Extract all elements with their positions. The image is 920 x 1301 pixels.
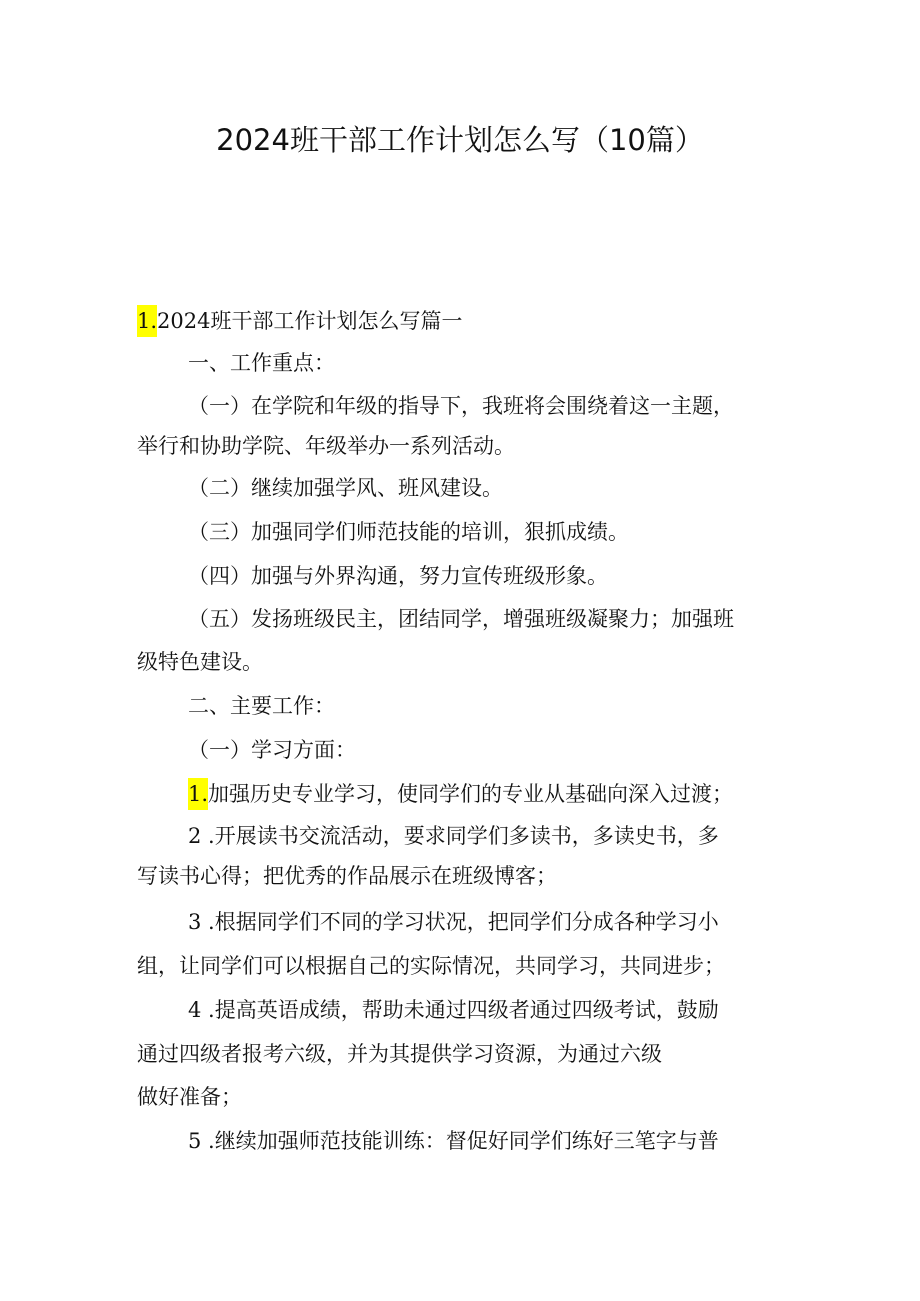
list-item-text: 继续加强师范技能训练：督促好同学们练好三笔字与普 bbox=[214, 1129, 719, 1153]
list-item-text: 开展读书交流活动，要求同学们多读书，多读史书，多 bbox=[214, 824, 719, 848]
highlighted-number: 1. bbox=[137, 305, 157, 337]
list-item bbox=[188, 780, 838, 808]
list-item bbox=[188, 1127, 838, 1155]
list-item-text: 提高英语成绩，帮助未通过四级者通过四级考试，鼓励 bbox=[214, 998, 719, 1022]
paragraph-line: 写读书心得；把优秀的作品展示在班级博客； bbox=[137, 864, 557, 888]
section-heading-text: 2024班干部工作计划怎么写篇一 bbox=[157, 309, 463, 333]
paragraph-line: 一、工作重点： bbox=[188, 351, 335, 375]
paragraph-line: 级特色建设。 bbox=[137, 650, 263, 674]
section-heading-1 bbox=[137, 307, 787, 335]
paragraph-line: 二、主要工作： bbox=[188, 694, 335, 718]
document-title: 2024班干部工作计划怎么写（10篇） bbox=[216, 123, 704, 157]
list-item bbox=[188, 822, 838, 850]
paragraph-line: 做好准备； bbox=[137, 1085, 242, 1109]
highlighted-number: 1. bbox=[188, 778, 208, 810]
paragraph-line: （一）在学院和年级的指导下，我班将会围绕着这一主题， bbox=[188, 394, 734, 418]
list-item-number: 5 . bbox=[188, 1129, 215, 1153]
list-item-text: 加强历史专业学习，使同学们的专业从基础向深入过渡； bbox=[208, 782, 734, 806]
paragraph-line: （二）继续加强学风、班风建设。 bbox=[188, 476, 503, 500]
paragraph-line: 通过四级者报考六级，并为其提供学习资源，为通过六级 bbox=[137, 1042, 662, 1066]
paragraph-line: 组，让同学们可以根据自己的实际情况，共同学习，共同进步； bbox=[137, 954, 725, 978]
list-item bbox=[188, 996, 838, 1024]
list-item-text: 根据同学们不同的学习状况，把同学们分成各种学习小 bbox=[214, 910, 719, 934]
paragraph-line: 举行和协助学院、年级举办一系列活动。 bbox=[137, 434, 515, 458]
list-item-number: 4 . bbox=[188, 998, 215, 1022]
paragraph-line: （四）加强与外界沟通，努力宣传班级形象。 bbox=[188, 564, 608, 588]
list-item-number: 2 . bbox=[188, 824, 215, 848]
paragraph-line: （三）加强同学们师范技能的培训，狠抓成绩。 bbox=[188, 520, 629, 544]
paragraph-line: （五）发扬班级民主，团结同学，增强班级凝聚力；加强班 bbox=[188, 607, 734, 631]
list-item bbox=[188, 908, 838, 936]
list-item-number: 3 . bbox=[188, 910, 215, 934]
paragraph-line: （一）学习方面： bbox=[188, 738, 356, 762]
